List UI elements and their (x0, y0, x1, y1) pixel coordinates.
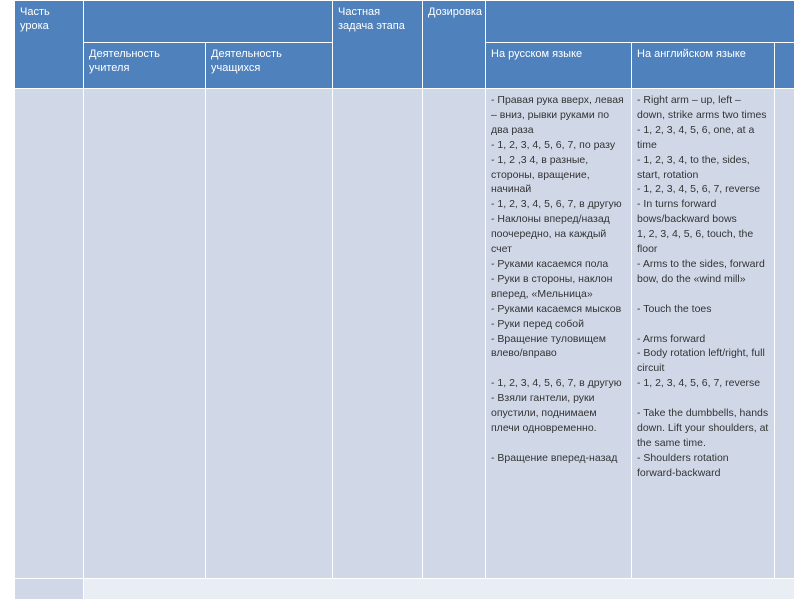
header-students: Деятельность учащихся (211, 48, 282, 74)
header-activity-group (84, 1, 333, 43)
footer-span-cell (84, 579, 795, 600)
english-instructions: - Right arm – up, left – down, strike arms two times - 1, 2, 3, 4, 5, 6, one, at a time - 1, 2, 3, 4, to the, sides, start, rotation - 1, 2, 3, 4, 5, 6, 7, reverse - In turns forward bows/backward bows 1, 2, 3, 4, 5, 6, touch, the floor - Arms to the sides, forward bow, do the «wind mill» - Touch the toes - Arms forward - Body rotation left/right, full circuit - 1, 2, 3, 4, 5, 6, 7, reverse - Take the dumbbells, hands down. Lift your shoulders, at the same time. - Shoulders rotation forward-backward (637, 94, 769, 479)
header-part-cell (15, 1, 84, 89)
header-teacher-cell (84, 43, 206, 89)
body-task-cell (333, 89, 423, 579)
body-english-cell (632, 89, 775, 579)
header-language-group (486, 1, 795, 43)
footer-part-cell (15, 579, 84, 600)
footer-row (15, 579, 795, 600)
body-part-cell (15, 89, 84, 579)
header-students-cell (206, 43, 333, 89)
header-english: На английском языке (637, 48, 746, 60)
body-russian-cell (486, 89, 632, 579)
header-dosage: Дозировка (428, 6, 483, 18)
header-row-top (15, 1, 795, 43)
header-english-cell (632, 43, 775, 89)
header-russian: На русском языке (491, 48, 583, 60)
header-teacher: Деятельность учителя (89, 48, 160, 74)
header-extra-cell (775, 43, 795, 89)
body-dosage-cell (423, 89, 486, 579)
header-part: Часть урока (20, 6, 50, 32)
header-task-cell (333, 1, 423, 89)
body-row (15, 89, 795, 579)
header-russian-cell (486, 43, 632, 89)
lesson-plan-table (14, 0, 795, 600)
body-extra-cell (775, 89, 795, 579)
header-dosage-cell (423, 1, 486, 89)
body-teacher-cell (84, 89, 206, 579)
header-task: Частная задача этапа (338, 6, 405, 32)
russian-instructions: - Правая рука вверх, левая – вниз, рывки руками по два раза - 1, 2, 3, 4, 5, 6, 7, по разу - 1, 2 ,3 4, в разные, стороны, вращение, начинай - 1, 2, 3, 4, 5, 6, 7, в другую - Наклоны вперед/назад поочередно, на каждый счет - Руками касаемся пола - Руки в стороны, наклон вперед, «Мельница» - Руками касаемся мысков - Руки перед собой - Вращение туловищем влево/вправо - 1, 2, 3, 4, 5, 6, 7, в другую - Взяли гантели, руки опустили, поднимаем плечи одновременно. - Вращение вперед-назад (491, 94, 624, 464)
body-students-cell (206, 89, 333, 579)
